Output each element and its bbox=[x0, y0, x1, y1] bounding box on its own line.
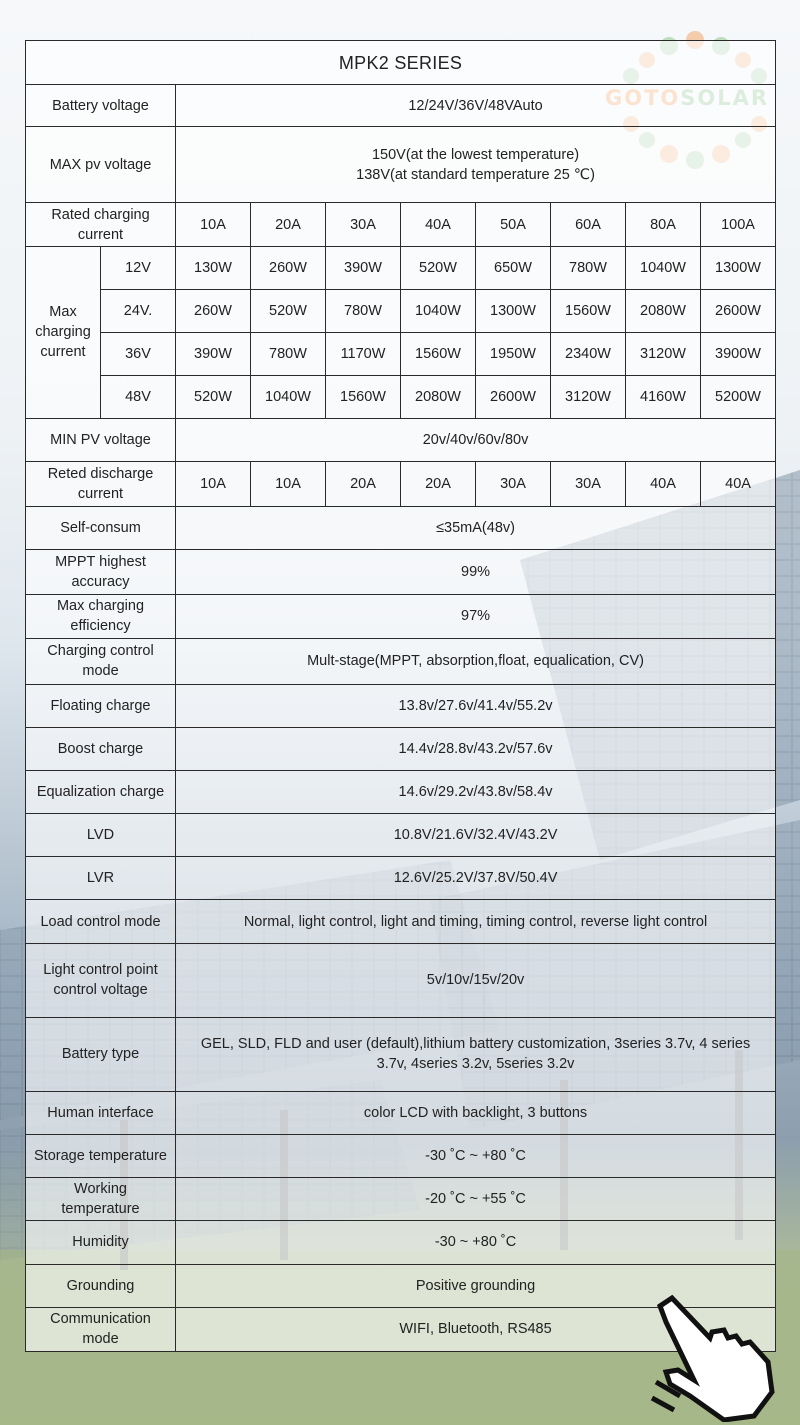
table-title: MPK2 SERIES bbox=[26, 41, 776, 85]
spec-row bbox=[26, 1178, 776, 1221]
discharge-current-cell: 20A bbox=[401, 462, 476, 507]
charging-power-cell: 390W bbox=[176, 332, 251, 375]
row-label: Max charging efficiency bbox=[26, 594, 176, 638]
row-label: Working temperature bbox=[26, 1178, 176, 1221]
charging-power-cell: 2080W bbox=[401, 375, 476, 418]
rated-current-cell: 40A bbox=[401, 203, 476, 246]
spec-table bbox=[25, 40, 776, 1352]
charging-power-cell: 520W bbox=[401, 246, 476, 289]
discharge-current-cell: 10A bbox=[176, 462, 251, 507]
discharge-current-cell: 40A bbox=[701, 462, 776, 507]
charging-power-cell: 260W bbox=[176, 289, 251, 332]
row-value: Positive grounding bbox=[176, 1264, 776, 1307]
row-label: Equalization charge bbox=[26, 771, 176, 814]
row-value: 12.6V/25.2V/37.8V/50.4V bbox=[176, 857, 776, 900]
battery-voltage-cell: 12V bbox=[101, 246, 176, 289]
row-value: -20 ˚C ~ +55 ˚C bbox=[176, 1178, 776, 1221]
row-label: MAX pv voltage bbox=[26, 127, 176, 203]
spec-row bbox=[26, 857, 776, 900]
rated-current-cell: 60A bbox=[551, 203, 626, 246]
charging-power-cell: 4160W bbox=[626, 375, 701, 418]
row-label: MIN PV voltage bbox=[26, 419, 176, 462]
charging-power-cell: 780W bbox=[251, 332, 326, 375]
charging-power-cell: 780W bbox=[551, 246, 626, 289]
spec-row bbox=[26, 900, 776, 943]
charging-power-cell: 1560W bbox=[551, 289, 626, 332]
spec-row bbox=[26, 1017, 776, 1091]
row-label: Floating charge bbox=[26, 684, 176, 727]
row-value: 12/24V/36V/48VAuto bbox=[176, 85, 776, 127]
row-value: 97% bbox=[176, 594, 776, 638]
charging-power-cell: 1560W bbox=[326, 375, 401, 418]
row-value: 14.4v/28.8v/43.2v/57.6v bbox=[176, 727, 776, 770]
pointing-hand-icon bbox=[650, 1292, 780, 1422]
row-value: GEL, SLD, FLD and user (default),lithium battery customization, 3series 3.7v, 4 series 3.7v, 4series 3.2v, 5series 3.2v bbox=[176, 1017, 776, 1091]
rated-current-cell: 50A bbox=[476, 203, 551, 246]
row-label: Self-consum bbox=[26, 507, 176, 550]
charging-power-cell: 1170W bbox=[326, 332, 401, 375]
row-value: WIFI, Bluetooth, RS485 bbox=[176, 1307, 776, 1351]
row-label: LVD bbox=[26, 814, 176, 857]
row-value: 150V(at the lowest temperature) 138V(at standard temperature 25 ℃) bbox=[176, 127, 776, 203]
row-label: Humidity bbox=[26, 1221, 176, 1264]
row-label: MPPT highest accuracy bbox=[26, 550, 176, 594]
discharge-current-cell: 20A bbox=[326, 462, 401, 507]
spec-row bbox=[26, 594, 776, 638]
row-value: 99% bbox=[176, 550, 776, 594]
spec-row bbox=[26, 771, 776, 814]
charging-power-cell: 650W bbox=[476, 246, 551, 289]
row-value: 20v/40v/60v/80v bbox=[176, 419, 776, 462]
row-value: Mult-stage(MPPT, absorption,float, equalication, CV) bbox=[176, 638, 776, 684]
row-label: Load control mode bbox=[26, 900, 176, 943]
discharge-current-cell: 30A bbox=[476, 462, 551, 507]
row-label: Reted discharge current bbox=[26, 462, 176, 507]
charging-power-cell: 130W bbox=[176, 246, 251, 289]
row-value: 10.8V/21.6V/32.4V/43.2V bbox=[176, 814, 776, 857]
row-label: Boost charge bbox=[26, 727, 176, 770]
charging-power-cell: 3120W bbox=[626, 332, 701, 375]
rated-current-cell: 100A bbox=[701, 203, 776, 246]
charging-power-cell: 2600W bbox=[701, 289, 776, 332]
discharge-current-cell: 30A bbox=[551, 462, 626, 507]
charging-power-cell: 1040W bbox=[401, 289, 476, 332]
charging-power-cell: 1040W bbox=[626, 246, 701, 289]
spec-row bbox=[26, 638, 776, 684]
rated-current-cell: 80A bbox=[626, 203, 701, 246]
discharge-current-cell: 40A bbox=[626, 462, 701, 507]
spec-row bbox=[26, 1135, 776, 1178]
row-label: Light control point control voltage bbox=[26, 943, 176, 1017]
row-label: Max charging current bbox=[26, 246, 101, 419]
row-label: Grounding bbox=[26, 1264, 176, 1307]
row-value: 13.8v/27.6v/41.4v/55.2v bbox=[176, 684, 776, 727]
row-label: Storage temperature bbox=[26, 1135, 176, 1178]
row-label: Battery voltage bbox=[26, 85, 176, 127]
spec-row bbox=[26, 507, 776, 550]
row-label: Charging control mode bbox=[26, 638, 176, 684]
charging-power-cell: 520W bbox=[176, 375, 251, 418]
charging-power-cell: 1300W bbox=[476, 289, 551, 332]
battery-voltage-cell: 48V bbox=[101, 375, 176, 418]
battery-voltage-cell: 24V. bbox=[101, 289, 176, 332]
charging-power-cell: 390W bbox=[326, 246, 401, 289]
charging-power-cell: 1040W bbox=[251, 375, 326, 418]
row-value: color LCD with backlight, 3 buttons bbox=[176, 1092, 776, 1135]
spec-row bbox=[26, 943, 776, 1017]
row-value: 14.6v/29.2v/43.8v/58.4v bbox=[176, 771, 776, 814]
row-label: Human interface bbox=[26, 1092, 176, 1135]
charging-power-cell: 5200W bbox=[701, 375, 776, 418]
rated-current-cell: 10A bbox=[176, 203, 251, 246]
row-value: Normal, light control, light and timing, timing control, reverse light control bbox=[176, 900, 776, 943]
charging-power-cell: 520W bbox=[251, 289, 326, 332]
row-value: ≤35mA(48v) bbox=[176, 507, 776, 550]
charging-power-cell: 780W bbox=[326, 289, 401, 332]
spec-row bbox=[26, 1092, 776, 1135]
row-value: -30 ~ +80 ˚C bbox=[176, 1221, 776, 1264]
row-label: Communication mode bbox=[26, 1307, 176, 1351]
spec-row bbox=[26, 684, 776, 727]
charging-power-cell: 2340W bbox=[551, 332, 626, 375]
row-label: Battery type bbox=[26, 1017, 176, 1091]
rated-current-cell: 20A bbox=[251, 203, 326, 246]
charging-power-cell: 1300W bbox=[701, 246, 776, 289]
spec-row bbox=[26, 1221, 776, 1264]
charging-power-cell: 1560W bbox=[401, 332, 476, 375]
battery-voltage-cell: 36V bbox=[101, 332, 176, 375]
rated-current-cell: 30A bbox=[326, 203, 401, 246]
row-value: -30 ˚C ~ +80 ˚C bbox=[176, 1135, 776, 1178]
charging-power-cell: 2080W bbox=[626, 289, 701, 332]
row-value: 5v/10v/15v/20v bbox=[176, 943, 776, 1017]
spec-row bbox=[26, 550, 776, 594]
spec-row bbox=[26, 727, 776, 770]
charging-power-cell: 260W bbox=[251, 246, 326, 289]
charging-power-cell: 3120W bbox=[551, 375, 626, 418]
discharge-current-cell: 10A bbox=[251, 462, 326, 507]
spec-row bbox=[26, 814, 776, 857]
row-label: LVR bbox=[26, 857, 176, 900]
charging-power-cell: 1950W bbox=[476, 332, 551, 375]
charging-power-cell: 3900W bbox=[701, 332, 776, 375]
charging-power-cell: 2600W bbox=[476, 375, 551, 418]
row-label: Rated charging current bbox=[26, 203, 176, 246]
